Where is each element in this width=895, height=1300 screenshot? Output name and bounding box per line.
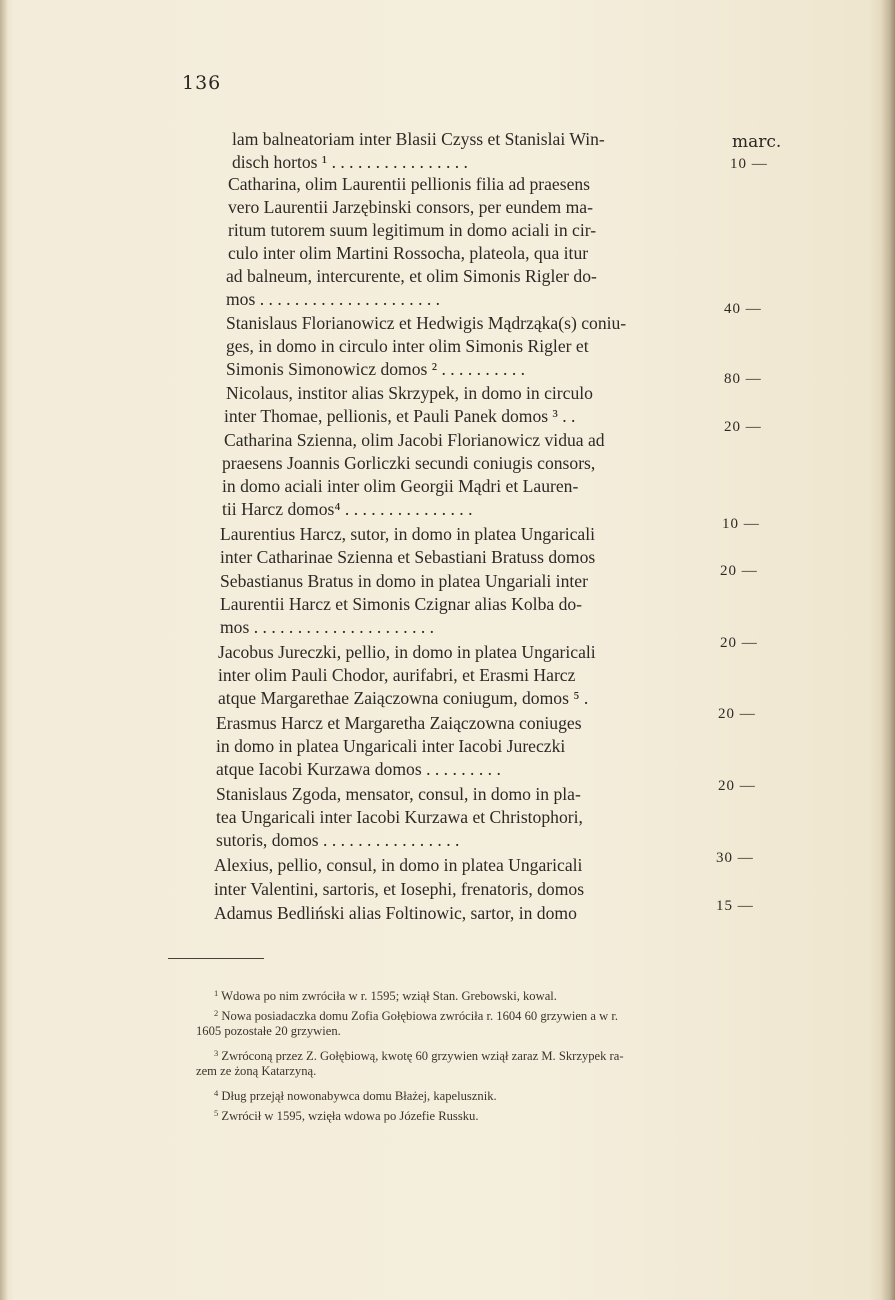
text-line: ritum tutorem suum legitimum in domo aciali in cir- xyxy=(228,220,597,240)
text-line: Simonis Simonowicz domos ² . . . . . . . . . . xyxy=(226,359,526,379)
text-line: culo inter olim Martini Rossocha, plateola, qua itur xyxy=(228,243,589,263)
text-line: tea Ungaricali inter Iacobi Kurzawa et Christophori, xyxy=(216,807,583,827)
amount-value: 20 — xyxy=(724,419,762,435)
text-line: vero Laurentii Jarzębinski consors, per eundem ma- xyxy=(228,197,593,217)
amount-value: 40 — xyxy=(724,301,762,317)
footnote xyxy=(214,984,557,1005)
footnote-rule xyxy=(168,958,264,959)
footnote-text: 1605 pozostałe 20 grzywien. xyxy=(196,1024,341,1038)
text-line: Erasmus Harcz et Margaretha Zaiączowna coniuges xyxy=(216,713,582,733)
text-line: atque Iacobi Kurzawa domos . . . . . . . . . xyxy=(216,759,501,779)
footnote-text: Wdowa po nim zwróciła w r. 1595; wziął Stan. Grebowski, kowal. xyxy=(221,989,557,1003)
amount-value: 20 — xyxy=(718,706,756,722)
text-line: mos . . . . . . . . . . . . . . . . . . . . . xyxy=(220,617,435,637)
page-left-shadow xyxy=(0,0,8,1300)
footnote-text: zem ze żoną Katarzyną. xyxy=(196,1064,317,1078)
amount-value: 10 — xyxy=(730,156,768,172)
text-line: Catharina, olim Laurentii pellionis filia ad praesens xyxy=(228,174,591,194)
text-line: Jacobus Jureczki, pellio, in domo in platea Ungaricali xyxy=(218,642,596,662)
text-line: praesens Joannis Gorliczki secundi coniugis consors, xyxy=(222,453,596,473)
footnote xyxy=(214,1104,478,1125)
text-line: disch hortos ¹ . . . . . . . . . . . . . . . . xyxy=(232,152,468,172)
text-line: atque Margarethae Zaiączowna coniugum, domos ⁵ . xyxy=(218,688,589,708)
page-right-shadow xyxy=(881,0,895,1300)
footnote-mark: 5 xyxy=(214,1108,219,1118)
amount-value: 20 — xyxy=(718,778,756,794)
amount-value: 20 — xyxy=(720,635,758,651)
footnote-text: Zwróconą przez Z. Gołębiową, kwotę 60 grzywien wziął zaraz M. Skrzypek ra- xyxy=(221,1049,624,1063)
text-line: in domo in platea Ungaricali inter Iacobi Jureczki xyxy=(216,736,566,756)
text-line: Alexius, pellio, consul, in domo in platea Ungaricali xyxy=(214,855,583,875)
text-line: Catharina Szienna, olim Jacobi Florianowicz vidua ad xyxy=(224,430,605,450)
amount-value: 30 — xyxy=(716,850,754,866)
text-line: Adamus Bedliński alias Foltinowic, sartor, in domo xyxy=(214,903,577,923)
text-line: in domo aciali inter olim Georgii Mądri et Lauren- xyxy=(222,476,579,496)
footnote-mark: 4 xyxy=(214,1088,219,1098)
text-line: sutoris, domos . . . . . . . . . . . . . . . . xyxy=(216,830,460,850)
text-line: Stanislaus Florianowicz et Hedwigis Mądrząka(s) coniu- xyxy=(226,313,627,333)
footnote xyxy=(196,1022,341,1040)
amount-value: 20 — xyxy=(720,563,758,579)
text-line: inter olim Pauli Chodor, aurifabri, et Erasmi Harcz xyxy=(218,665,576,685)
footnote-text: Dług przejął nowonabywca domu Błażej, kapelusznik. xyxy=(221,1089,497,1103)
footnote xyxy=(214,1084,497,1105)
text-line: Laurentii Harcz et Simonis Czignar alias Kolba do- xyxy=(220,594,583,614)
text-line: tii Harcz domos⁴ . . . . . . . . . . . . . . . xyxy=(222,499,473,519)
amount-value: 15 — xyxy=(716,898,754,914)
text-line: inter Thomae, pellionis, et Pauli Panek domos ³ . . xyxy=(224,406,576,426)
footnote-mark: 1 xyxy=(214,988,219,998)
text-line: ges, in domo in circulo inter olim Simonis Rigler et xyxy=(226,336,589,356)
text-line: lam balneatoriam inter Blasii Czyss et Stanislai Win- xyxy=(232,129,605,149)
footnote-mark: 3 xyxy=(214,1048,219,1058)
text-line: Stanislaus Zgoda, mensator, consul, in domo in pla- xyxy=(216,784,581,804)
footnote xyxy=(196,1062,316,1080)
text-line: Nicolaus, institor alias Skrzypek, in domo in circulo xyxy=(226,383,593,403)
footnote-mark: 2 xyxy=(214,1008,219,1018)
footnote-text: Zwrócił w 1595, wzięła wdowa po Józefie Russku. xyxy=(221,1109,479,1123)
text-line: mos . . . . . . . . . . . . . . . . . . . . . xyxy=(226,289,441,309)
text-line: ad balneum, intercurente, et olim Simonis Rigler do- xyxy=(226,266,597,286)
text-line: inter Catharinae Szienna et Sebastiani Bratuss domos xyxy=(220,547,596,567)
text-line: Sebastianus Bratus in domo in platea Ungariali inter xyxy=(220,571,588,591)
unit-header: marc. xyxy=(732,132,782,152)
footnote-text: Nowa posiadaczka domu Zofia Gołębiowa zwróciła r. 1604 60 grzywien a w r. xyxy=(221,1009,618,1023)
text-line: Laurentius Harcz, sutor, in domo in platea Ungaricali xyxy=(220,524,595,544)
text-line: inter Valentini, sartoris, et Iosephi, frenatoris, domos xyxy=(214,879,585,899)
page-number: 136 xyxy=(182,72,222,94)
amount-value: 80 — xyxy=(724,371,762,387)
amount-value: 10 — xyxy=(722,516,760,532)
